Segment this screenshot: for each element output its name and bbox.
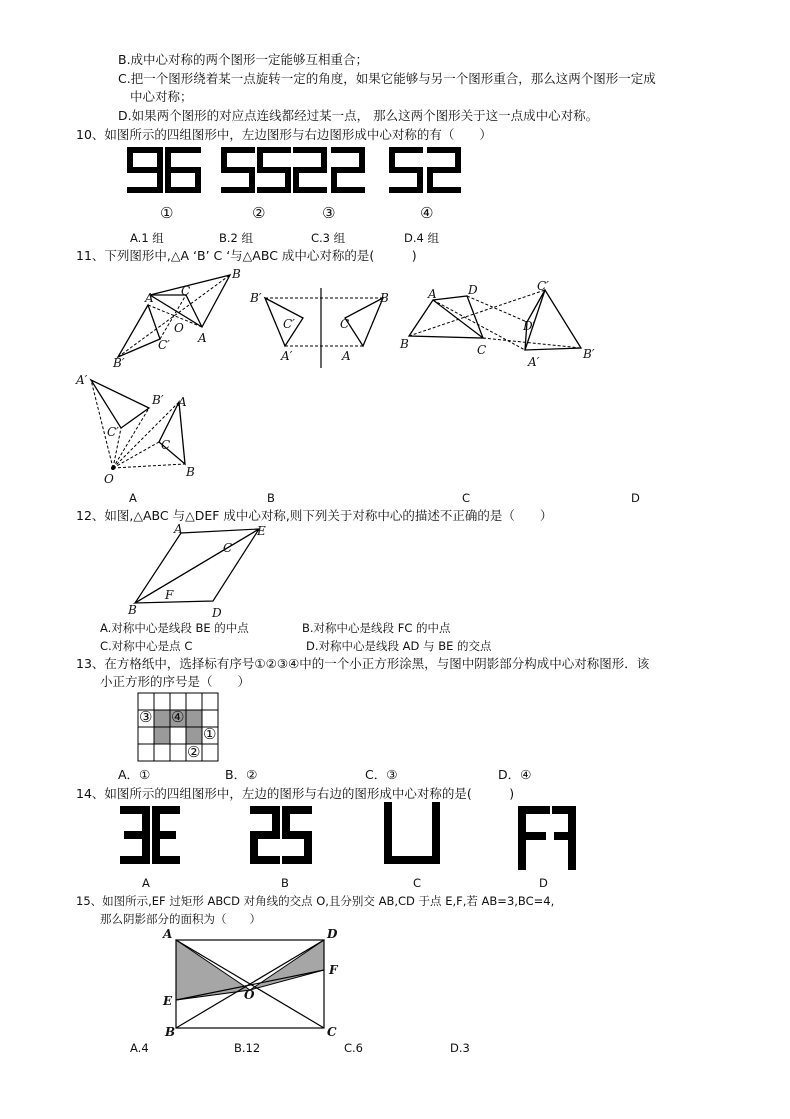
q11-c-label-b1: B′ [583, 347, 595, 361]
q15-option-c: C.6 [344, 1041, 364, 1055]
q11-d-label-b: B [186, 465, 195, 479]
q10-figure-label-3: ③ [322, 204, 336, 222]
q12-figure [125, 525, 275, 615]
q12-option-b: B.对称中心是线段 FC 的中点 [302, 621, 451, 635]
q11-c-label-c1: C′ [537, 279, 549, 293]
q10-figure-label-2: ② [252, 204, 266, 222]
q11-b-label-c: C [340, 317, 350, 331]
q15-label-d: D [327, 927, 338, 941]
q10-option-a: A.1 组 [130, 231, 164, 245]
q15-figure [176, 938, 336, 1033]
q11-option-label-c: C [462, 491, 471, 505]
q11-a-label-a: A [198, 331, 207, 345]
q11-a-label-a1: A′ [145, 291, 157, 305]
q13-grid-label-3: ③ [139, 708, 153, 726]
q9-option-d: D.如果两个图形的对应点连线都经过某一点， 那么这两个图形关于这一点成中心对称。 [118, 108, 599, 123]
q11-option-label-b: B [267, 491, 275, 505]
q11-c-label-a1: A′ [528, 355, 540, 369]
q15-label-f: F [329, 963, 338, 977]
q14-figures [0, 800, 790, 870]
q13-grid-label-4: ④ [171, 708, 185, 726]
q15-option-b: B.12 [234, 1041, 261, 1055]
q12-label-b: B [128, 603, 137, 617]
q12-label-d: D [212, 606, 222, 620]
q10-stem: 10、如图所示的四组图形中，左边图形与右边图形成中心对称的有（ ） [76, 127, 492, 142]
q11-a-label-b: B [232, 267, 241, 281]
q12-label-e: E [257, 524, 266, 538]
q12-label-a: A [174, 522, 183, 536]
q11-option-label-a: A [129, 491, 137, 505]
q12-stem: 12、如图,△ABC 与△DEF 成中心对称,则下列关于对称中心的描述不正确的是（ ） [76, 508, 553, 523]
q15-option-d: D.3 [450, 1041, 470, 1055]
q11-a-label-c1: C′ [158, 338, 170, 352]
q11-c-label-b: B [400, 337, 409, 351]
q11-a-label-c: C [181, 284, 191, 298]
q11-c-label-a: A [428, 287, 437, 301]
q9-option-c-line1: C.把一个图形绕着某一点旋转一定的角度，如果它能够与另一个图形重合，那么这两个图形一定成 [118, 71, 656, 86]
q14-stem: 14、如图所示的四组图形中，左边的图形与右边的图形成中心对称的是( ) [76, 786, 515, 801]
q9-option-c-line2: 中心对称； [130, 89, 193, 104]
q12-label-c: C [223, 541, 233, 555]
q15-label-b: B [165, 1025, 176, 1039]
q13-option-d: D．④ [498, 767, 532, 782]
q11-b-label-b: B [380, 291, 389, 305]
q11-figure-b [255, 288, 395, 368]
q14-option-label-b: B [281, 876, 289, 890]
q11-d-label-c: C [161, 438, 171, 452]
q12-label-f: F [165, 588, 174, 602]
q13-grid-label-1: ① [203, 725, 217, 743]
q11-b-label-a: A [342, 349, 351, 363]
q11-b-label-a1: A′ [281, 349, 293, 363]
q11-d-label-o: O [104, 472, 114, 486]
q13-stem-line2: 小正方形的序号是（ ） [100, 674, 251, 689]
q11-d-label-c1: C′ [107, 425, 119, 439]
q11-stem: 11、下列图形中,△A ‘B’ C ‘与△ABC 成中心对称的是( ) [76, 248, 417, 263]
q10-option-d: D.4 组 [404, 231, 439, 245]
q12-option-c: C.对称中心是点 C [100, 639, 193, 653]
q9-option-b: B.成中心对称的两个图形一定能够互相重合； [118, 52, 369, 67]
q10-figures [0, 140, 790, 210]
q13-option-b: B．② [225, 767, 258, 782]
q11-b-label-b1: B′ [250, 291, 262, 305]
q13-option-c: C．③ [365, 767, 398, 782]
q11-c-label-d1: D′ [523, 319, 536, 333]
q13-stem-line1: 13、在方格纸中，选择标有序号①②③④中的一个小正方形涂黑，与图中阴影部分构成中心对称图形．该 [76, 656, 650, 671]
q15-label-a: A [163, 927, 173, 941]
q15-label-o: O [244, 988, 255, 1002]
q11-option-label-d: D [631, 491, 640, 505]
q11-a-label-b1: B′ [113, 356, 125, 370]
q13-option-a: A．① [118, 767, 151, 782]
q10-figure-label-1: ① [160, 204, 174, 222]
q10-figure-label-4: ④ [420, 204, 434, 222]
q11-d-label-a1: A′ [76, 373, 88, 387]
q14-option-label-d: D [539, 876, 548, 890]
q12-option-d: D.对称中心是线段 AD 与 BE 的交点 [306, 639, 492, 653]
q15-stem-line1: 15、如图所示,EF 过矩形 ABCD 对角线的交点 O,且分别交 AB,CD 于点 E,F,若 AB=3,BC=4, [76, 894, 555, 908]
q15-option-a: A.4 [130, 1041, 149, 1055]
q14-option-label-c: C [413, 876, 422, 890]
q12-option-a: A.对称中心是线段 BE 的中点 [100, 621, 249, 635]
q10-option-b: B.2 组 [219, 231, 254, 245]
q11-c-label-d: D [468, 283, 478, 297]
q11-d-label-a: A [178, 395, 187, 409]
q10-option-c: C.3 组 [311, 231, 346, 245]
q11-b-label-c1: C′ [283, 317, 295, 331]
q11-c-label-c: C [477, 343, 487, 357]
q11-a-label-o: O [174, 321, 184, 335]
q15-label-c: C [327, 1025, 337, 1039]
q13-grid-label-2: ② [187, 743, 201, 761]
q11-figure-d [85, 372, 215, 482]
q11-d-label-b1: B′ [152, 393, 164, 407]
q14-option-label-a: A [142, 876, 150, 890]
q15-stem-line2: 那么阴影部分的面积为（ ） [100, 912, 261, 926]
q15-label-e: E [163, 994, 173, 1008]
